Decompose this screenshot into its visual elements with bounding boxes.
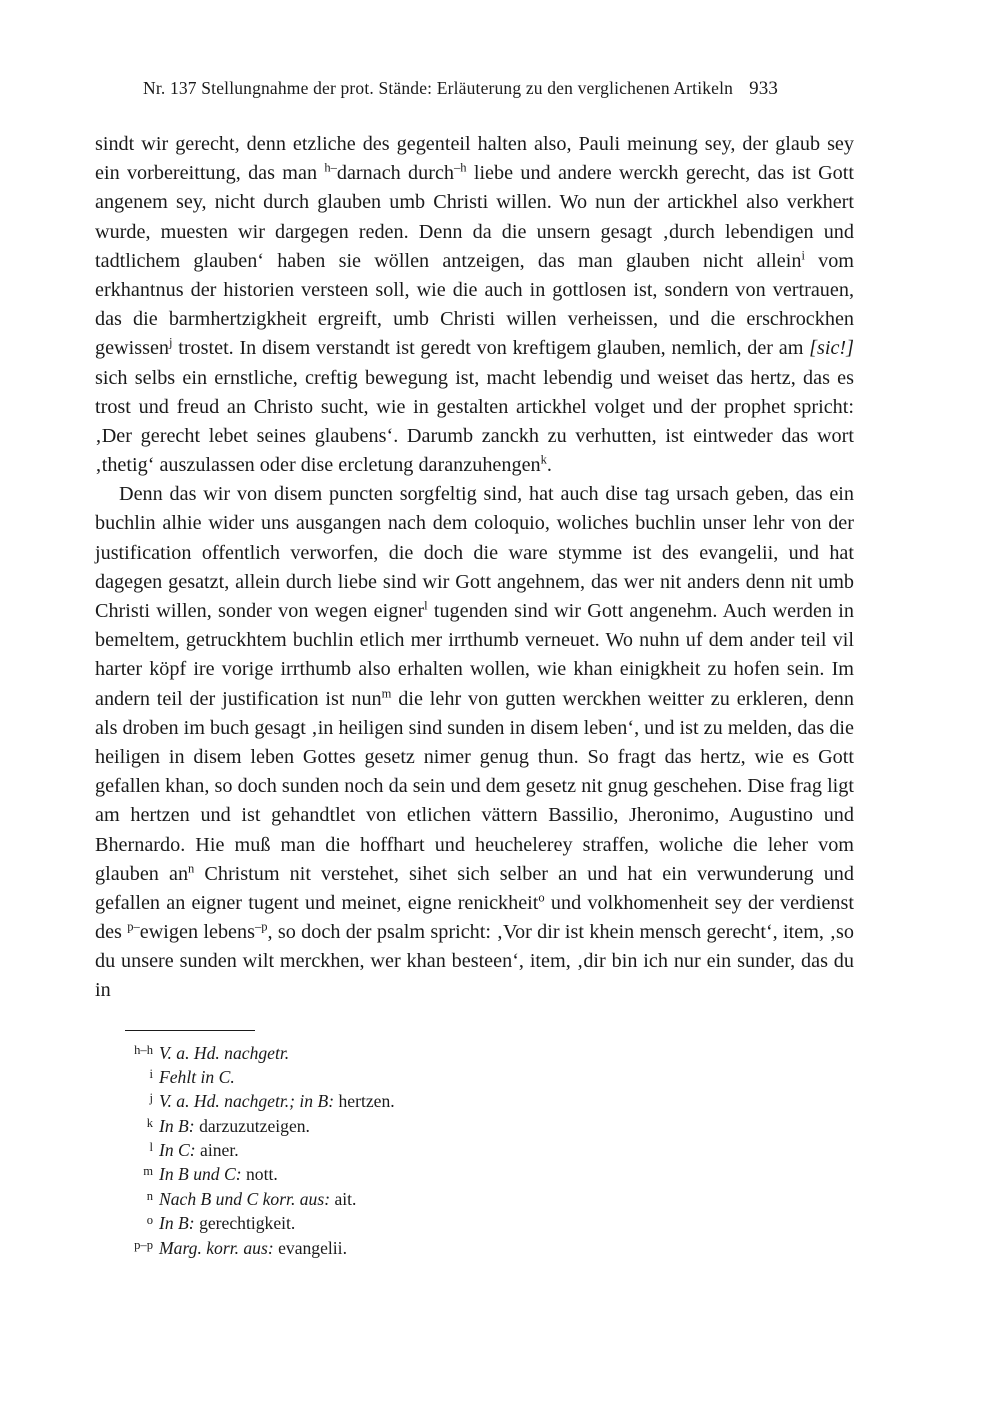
footnote-marker: o <box>146 1213 153 1228</box>
footnote-marker: i <box>149 1066 153 1081</box>
footnote-variant: evangelii. <box>273 1237 347 1258</box>
footnotes-section <box>95 1030 854 1260</box>
footnote-variant: ait. <box>330 1188 357 1209</box>
footnote-marker: h–h <box>134 1042 153 1057</box>
running-head <box>143 78 854 100</box>
footnote-reference: m <box>381 685 392 700</box>
footnote-item <box>125 1138 854 1162</box>
page-number: 933 <box>749 78 779 99</box>
footnote-list <box>95 1041 854 1260</box>
paragraph <box>95 130 854 480</box>
footnote-text <box>159 1162 854 1186</box>
footnote-reference: l <box>424 598 428 613</box>
footnote-text <box>159 1041 854 1065</box>
text-run: und volkhomenheit sey der verdienst des <box>95 891 854 944</box>
paragraph <box>95 480 854 1005</box>
text-run: sich selbs ein ernstliche, creftig bewegung ist, macht lebendig und weiset das hertz, das es trost und freud an Christo sucht, wie in gestalten artickhel volget und der prophet spricht: ‚Der gerecht lebet seines glaubens‘. Darumb zanckh zu verhutten, ist eintweder das wort ‚thetig‘ auszulassen oder dise ercletung daranzuhengen <box>95 366 854 477</box>
footnote-sigla: In B: <box>159 1115 195 1136</box>
footnote-sigla: In C: <box>159 1140 196 1161</box>
footnote-text <box>159 1187 854 1211</box>
text-run: . <box>546 454 552 477</box>
footnote-variant: gerechtigkeit. <box>194 1213 296 1234</box>
footnote-reference: n <box>188 860 195 875</box>
footnote-reference: h– <box>324 160 337 175</box>
text-run: darnach durch <box>336 162 455 185</box>
text-run: , so doch der psalm spricht: ‚Vor dir ist khein mensch gerecht‘, item, ‚so du unsere sunden wilt merckhen, wer khan besteen‘, item, ‚dir bin ich nur ein sunder, das du in <box>95 921 854 1002</box>
footnote-reference: o <box>538 890 545 905</box>
text-run: vom erkhantnus der historien versteen soll, wie die auch in gottlosen ist, sondern von vertrauen, das die barmhertzigkheit ergreift, umb Christi willen verheissen, und die erschrockhen gewissen <box>95 249 854 360</box>
footnote-marker: p–p <box>134 1237 153 1252</box>
footnote-marker: l <box>149 1140 153 1155</box>
footnote-separator-rule <box>125 1030 255 1031</box>
footnote-item <box>125 1065 854 1089</box>
footnote-reference: j <box>169 335 173 350</box>
footnote-marker: n <box>146 1188 153 1203</box>
running-head-title: Nr. 137 Stellungnahme der prot. Stände: Erläuterung zu den verglichenen Artikeln <box>143 78 734 98</box>
footnote-reference: –h <box>454 160 467 175</box>
footnote-sigla: V. a. Hd. nachgetr.; in B: <box>159 1091 335 1112</box>
footnote-variant: darzuzutzeigen. <box>194 1115 310 1136</box>
footnote-variant: hertzen. <box>334 1091 395 1112</box>
footnote-marker: m <box>143 1164 153 1179</box>
footnote-item <box>125 1236 854 1260</box>
footnote-reference: –p <box>254 919 268 934</box>
footnote-sigla: V. a. Hd. nachgetr. <box>159 1042 290 1063</box>
footnote-sigla: Fehlt in C. <box>159 1066 235 1087</box>
footnote-reference: i <box>801 248 805 263</box>
text-run: liebe und andere werckh gerecht, das ist Gott angenem sey, nicht durch glauben umb Christi willen. Wo nun der artickhel also verkhert wurde, muesten wir dargegen reden. Denn da die unsern gesagt ‚durch lebendigen und tadtlichem glauben‘ haben sie wöllen antzeigen, das man glauben nicht allein <box>95 162 854 272</box>
text-run: Christum nit verstehet, sihet sich selber an und hat ein verwunderung und gefallen an eigner tugent und meinet, eigne renickheit <box>95 862 854 914</box>
footnote-text <box>159 1236 854 1260</box>
body-text <box>95 130 854 1006</box>
footnote-text <box>159 1089 854 1113</box>
text-run: Denn das wir von disem puncten sorgfeltig sind, hat auch dise tag ursach geben, das ein buchlin alhie wider uns ausgangen nach dem coloquio, woliches buchlin unser lehr von der justification offentlich verworfen, die doch die ware stymme ist des evangelii, und hat dagegen gesatzt, allein durch liebe sind wir Gott angehnem, das wer nit anders denn nit umb Christi willen, sonder von wegen eigner <box>95 483 854 622</box>
footnote-variant: nott. <box>241 1164 278 1185</box>
footnote-item <box>125 1162 854 1186</box>
footnote-sigla: In B und C: <box>159 1164 242 1185</box>
footnote-item <box>125 1041 854 1065</box>
footnote-item <box>125 1114 854 1138</box>
text-run: trostet. In disem verstandt ist geredt von kreftigem glauben, nemlich, der am <box>172 337 810 360</box>
footnote-item <box>125 1089 854 1113</box>
footnote-reference: k <box>540 452 547 467</box>
footnote-item <box>125 1211 854 1235</box>
text-run: die lehr von gutten werckhen weitter zu erkleren, denn als droben im buch gesagt ‚in heiligen sind sunden in disem leben‘, und ist zu melden, das die heiligen in disem leben Gottes gesetz nimer genug thun. So fragt das hertz, wie es Gott gefallen khan, so doch sunden noch da sein und dem gesetz nit gnug geschehen. Dise frag ligt am hertzen und ist gehandtlet von etlichen vättern Bassilio, Jheronimo, Augustino und Bhernardo. Hie muß man die hoffhart und heuchelerey straffen, woliche die leher vom glauben an <box>95 687 854 885</box>
text-run: tugenden sind wir Gott angenehm. Auch werden in bemeltem, getruckhtem buchlin etlich mer irrthumb verneuet. Wo nuhn uf dem ander teil vil harter köpf ire vorige irrthumb also erhalten wollen, wie khan einigkheit zu hofen sein. Im andern teil der justification ist nun <box>95 600 854 710</box>
footnote-text <box>159 1138 854 1162</box>
editorial-note: [sic!] <box>809 337 854 360</box>
footnote-text <box>159 1065 854 1089</box>
footnote-reference: p– <box>127 919 140 934</box>
text-run: ewigen lebens <box>139 921 255 944</box>
footnote-item <box>125 1187 854 1211</box>
footnote-text <box>159 1114 854 1138</box>
text-run: sindt wir gerecht, denn etzliche des gegenteil halten also, Pauli meinung sey, der glaub sey ein vorbereittung, das man <box>95 133 854 185</box>
footnote-sigla: Marg. korr. aus: <box>159 1237 274 1258</box>
footnote-sigla: In B: <box>159 1213 195 1234</box>
footnote-sigla: Nach B und C korr. aus: <box>159 1188 331 1209</box>
footnote-variant: ainer. <box>195 1140 239 1161</box>
footnote-marker: k <box>146 1115 153 1130</box>
footnote-text <box>159 1211 854 1235</box>
footnote-marker: j <box>149 1091 153 1106</box>
